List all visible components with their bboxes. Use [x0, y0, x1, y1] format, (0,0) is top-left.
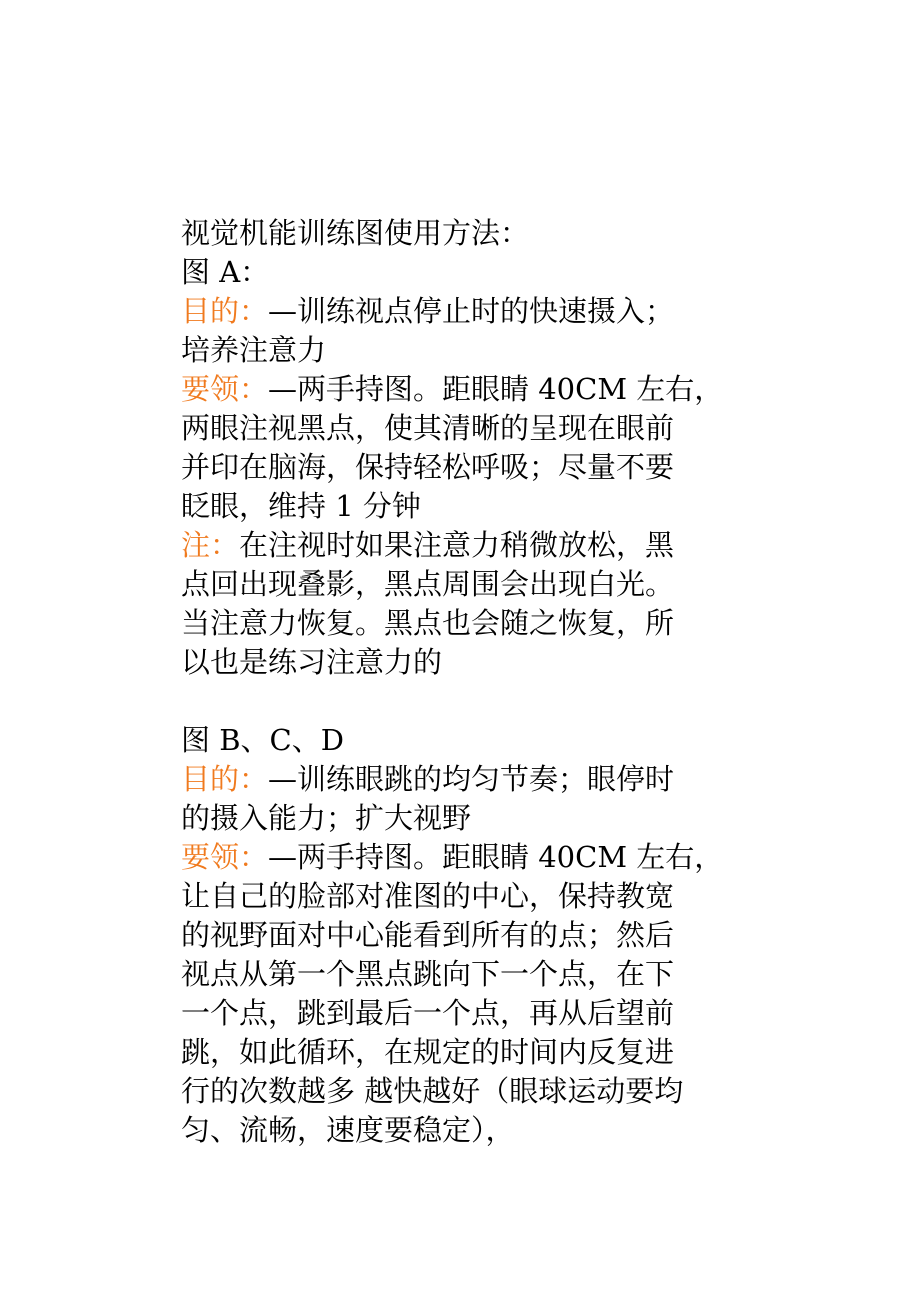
section-bcd-method-text-8: 匀、流畅，速度要稳定）， [181, 1113, 515, 1147]
section-a-method-text-3: 并印在脑海，保持轻松呼吸；尽量不要 [181, 450, 675, 484]
section-spacer [181, 682, 701, 721]
section-a-purpose-text-2: 培养注意力 [181, 333, 327, 367]
section-bcd-method-text-3: 的视野面对中心能看到所有的点；然后 [181, 918, 675, 952]
section-a-note-label: 注： [181, 528, 240, 562]
section-a-note-text-1: 在注视时如果注意力稍微放松，黑 [239, 528, 675, 562]
section-a-purpose-label: 目的： [181, 294, 269, 328]
section-bcd-method-label: 要领： [181, 840, 269, 874]
section-a-method-label: 要领： [181, 372, 269, 406]
section-bcd-purpose-text-2: 的摄入能力；扩大视野 [181, 801, 472, 835]
section-a-note-text-4: 以也是练习注意力的 [181, 645, 443, 679]
section-a-method-line-1 [181, 370, 724, 409]
section-a-method-text-1: —两手持图。距眼睛 40CM 左右， [268, 372, 724, 406]
section-a-purpose-text-1: —训练视点停止时的快速摄入； [268, 294, 675, 328]
section-a-purpose-line-1 [181, 292, 701, 331]
document-body [181, 214, 724, 1150]
section-bcd-purpose-line-1 [181, 760, 701, 799]
section-bcd-purpose-label: 目的： [181, 762, 269, 796]
section-a-method-text-2: 两眼注视黑点，使其清晰的呈现在眼前 [181, 411, 675, 445]
section-bcd-method-text-2: 让自己的脸部对准图的中心，保持教宽 [181, 879, 675, 913]
section-bcd-heading: 图 B、C、D [181, 723, 344, 757]
section-bcd-method-text-4: 视点从第一个黑点跳向下一个点，在下 [181, 957, 675, 991]
section-bcd-method-line-1 [181, 838, 724, 877]
document-title: 视觉机能训练图使用方法： [181, 216, 530, 250]
section-bcd-purpose-text-1: —训练眼跳的均匀节奏；眼停时 [268, 762, 675, 796]
section-a-note-line-1 [181, 526, 701, 565]
section-bcd-method-text-1: —两手持图。距眼睛 40CM 左右， [268, 840, 724, 874]
section-a-method-text-4: 眨眼，维持 1 分钟 [181, 489, 421, 523]
section-a-note-text-2: 点回出现叠影，黑点周围会出现白光。 [181, 567, 675, 601]
section-a-note-text-3: 当注意力恢复。黑点也会随之恢复，所 [181, 606, 675, 640]
section-bcd-method-text-6: 跳，如此循环，在规定的时间内反复进 [181, 1035, 675, 1069]
section-bcd-method-text-7: 行的次数越多 越快越好（眼球运动要均 [181, 1074, 684, 1108]
section-bcd-method-text-5: 一个点，跳到最后一个点，再从后望前 [181, 996, 675, 1030]
section-a-heading: 图 A： [181, 255, 270, 289]
